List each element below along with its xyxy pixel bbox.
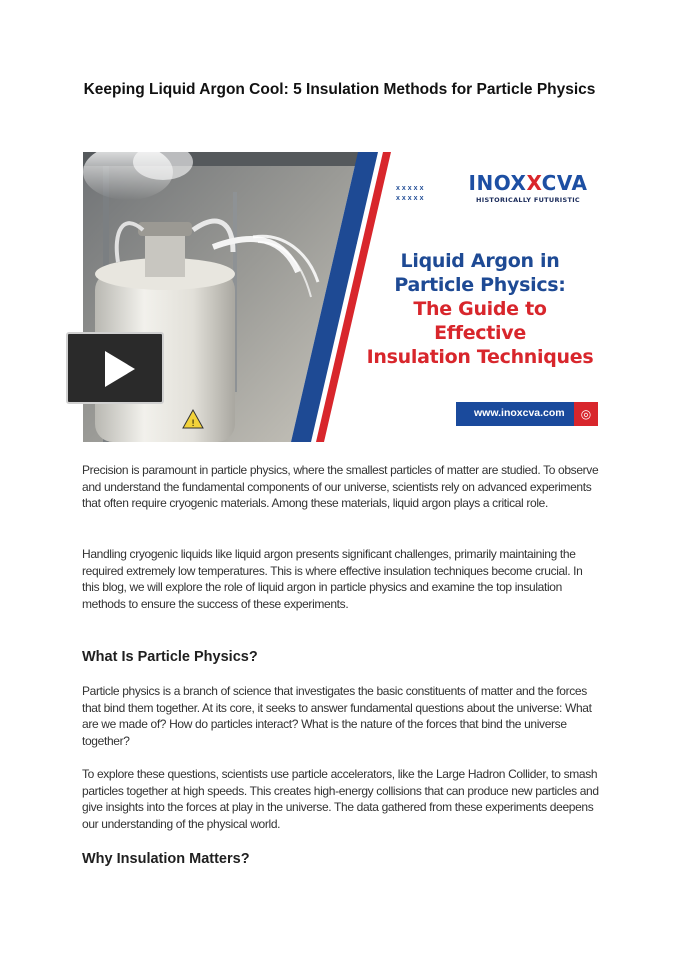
headline-line-1: Liquid Argon in [400,250,560,272]
banner-headline [365,249,595,369]
decor-x-mark: x [353,237,357,246]
play-icon [105,351,135,387]
decor-dots: xxxxx xxxxx [396,185,426,202]
section-heading-particle-physics: What Is Particle Physics? [82,649,258,665]
logo-tagline: HISTORICALLY FUTURISTIC [475,196,581,204]
decor-x-mark: x [313,407,317,416]
headline-line-3: The Guide to Effective [413,298,547,344]
challenges-paragraph: Handling cryogenic liquids like liquid argon presents significant challenges, primarily maintaining the required extremely low temperatures. This is where effective insulation techniques become crucial. In this blog, we will explore the role of liquid argon in particle physics and examine the top insulation methods to ensure the success of these experiments. [82,547,583,611]
website-bar [456,402,598,426]
accelerators-paragraph: To explore these questions, scientists use particle accelerators, like the Large Hadron Collider, to smash particles together at high speeds. This creates high-energy collisions that can produce new particles and give insights into the forces at play in the universe. The data gathered from these experiments deepens our understanding of the physical world. [82,767,599,831]
headline-line-2: Particle Physics: [394,274,566,296]
document-title: Keeping Liquid Argon Cool: 5 Insulation Methods for Particle Physics [83,81,596,98]
headline-line-4: Insulation Techniques [366,346,594,368]
particle-physics-paragraph: Particle physics is a branch of science that investigates the basic constituents of matter and the forces that bind them together. At its core, it seeks to answer fundamental questions about the universe: What are we made of? How do particles interact? What is the nature of the forces that bind the universe together? [82,684,592,748]
inoxcva-logo [468,172,588,204]
video-play-button[interactable] [66,332,164,404]
svg-text:!: ! [191,419,195,429]
logo-brand-right: CVA [541,171,588,195]
logo-brand-x: X [526,171,542,195]
intro-paragraph: Precision is paramount in particle physics, where the smallest particles of matter are studied. To observe and understand the fundamental components of our universe, scientists rely on advanced experiments that often require cryogenic materials. Among these materials, liquid argon plays a critical role. [82,463,599,511]
globe-icon: ◎ [574,402,598,426]
logo-brand-left: INOX [468,171,527,195]
section-heading-insulation: Why Insulation Matters? [82,851,250,867]
website-url: www.inoxcva.com [474,407,565,419]
